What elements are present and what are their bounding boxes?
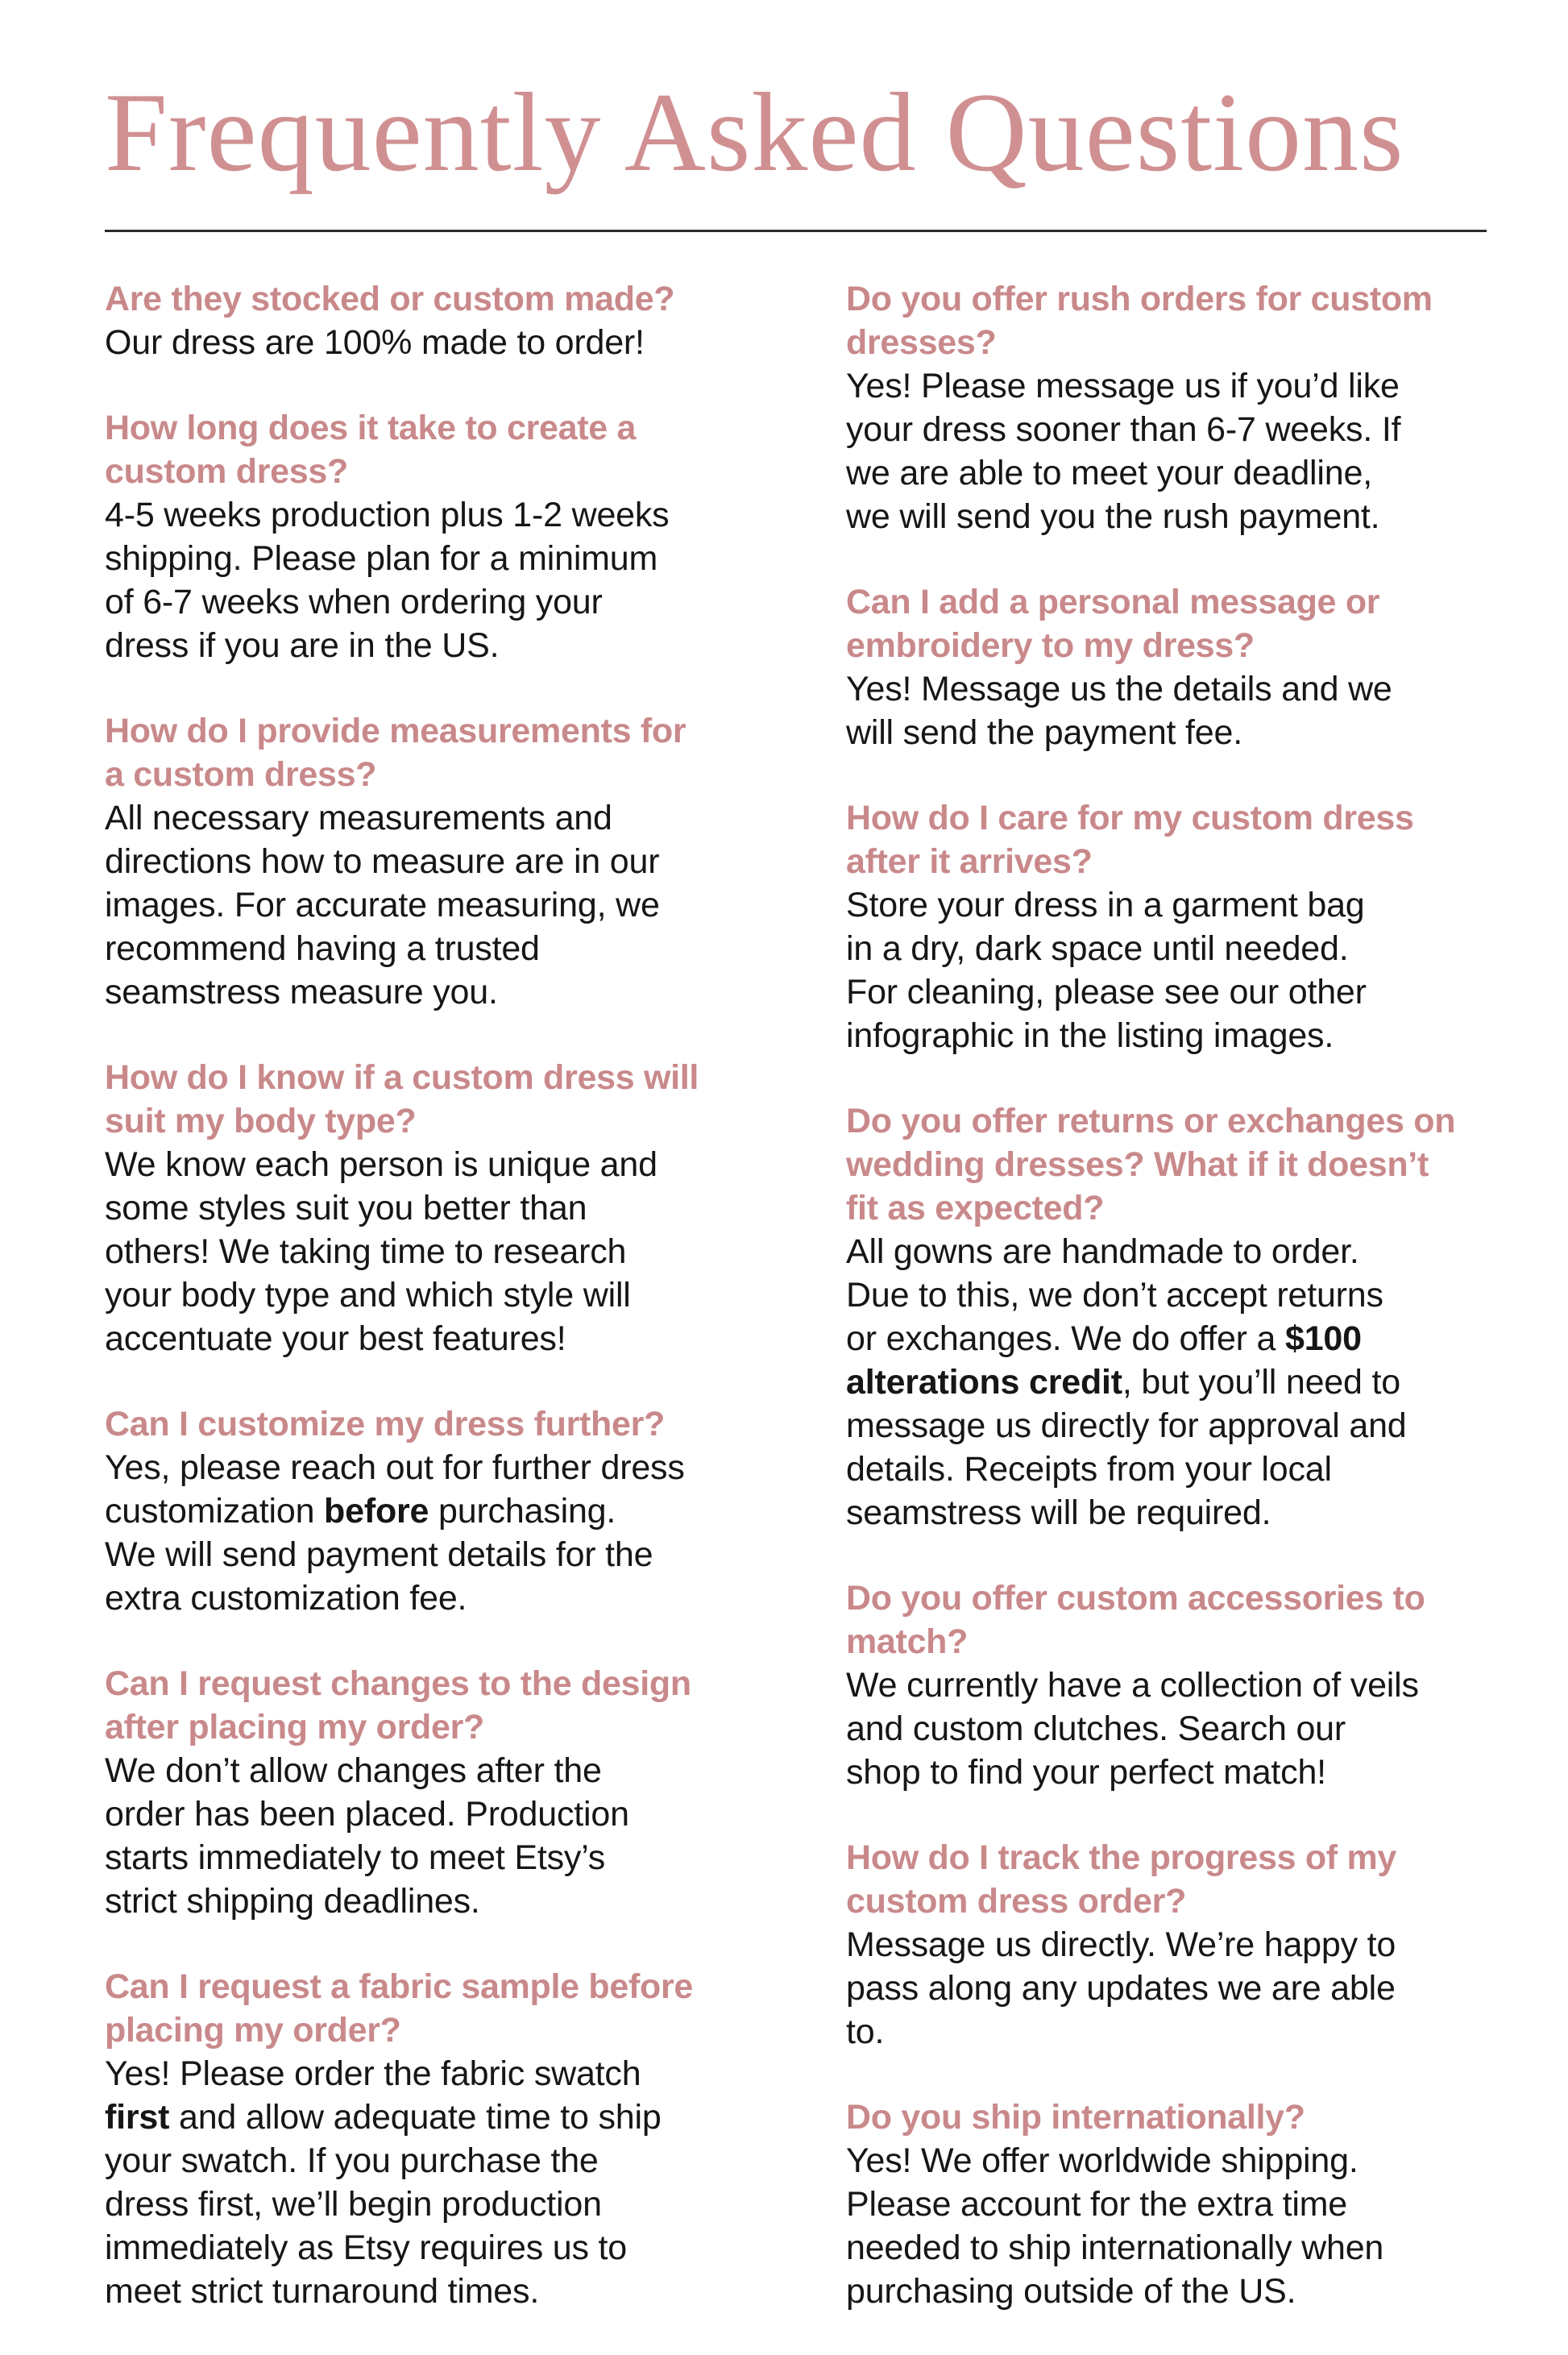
- faq-answer: We don’t allow changes after the order has been placed. Production starts immediately to meet Etsy’s strict shipping deadlines.: [105, 1751, 629, 1921]
- faq-question: Can I add a personal message or embroidery to my dress?: [846, 583, 1380, 665]
- faq-question: How long does it take to create a custom dress?: [105, 409, 637, 491]
- faq-question: Do you offer rush orders for custom dresses?: [846, 280, 1433, 362]
- faq-columns: [105, 277, 1507, 2355]
- faq-item: [846, 796, 1507, 1057]
- faq-question: Can I customize my dress further?: [105, 1405, 666, 1443]
- faq-answer: Store your dress in a garment bag in a dry, dark space until needed. For cleaning, please see our other infographic in the listing images.: [846, 886, 1367, 1055]
- faq-question: Do you offer returns or exchanges on wedding dresses? What if it doesn’t fit as expected?: [846, 1102, 1456, 1227]
- faq-item: [846, 580, 1507, 754]
- faq-answer: 4-5 weeks production plus 1-2 weeks shipping. Please plan for a minimum of 6-7 weeks when ordering your dress if you are in the US.: [105, 496, 670, 665]
- faq-answer: Yes! Message us the details and we will send the payment fee.: [846, 670, 1392, 752]
- faq-answer: Message us directly. We’re happy to pass along any updates we are able to.: [846, 1925, 1396, 2051]
- faq-question: How do I track the progress of my custom dress order?: [846, 1838, 1397, 1921]
- faq-item: [846, 2095, 1507, 2313]
- faq-item: [105, 1056, 798, 1360]
- faq-answer: Yes! We offer worldwide shipping. Please account for the extra time needed to ship internationally when purchasing outside of the US.: [846, 2141, 1384, 2311]
- faq-answer: Yes, please reach out for further dress customization before purchasing. We will send payment details for the extra customization fee.: [105, 1448, 685, 1618]
- faq-item: [105, 406, 798, 667]
- faq-item: [105, 1402, 798, 1620]
- faq-question: How do I know if a custom dress will suit my body type?: [105, 1058, 699, 1140]
- faq-question: Do you ship internationally?: [846, 2098, 1305, 2137]
- faq-question: How do I provide measurements for a custom dress?: [105, 712, 687, 794]
- faq-item: [105, 1662, 798, 1923]
- faq-item: [846, 1836, 1507, 2054]
- faq-answer: All necessary measurements and directions how to measure are in our images. For accurate measuring, we recommend having a trusted seamstress measure you.: [105, 799, 660, 1011]
- faq-question: How do I care for my custom dress after it arrives?: [846, 799, 1414, 881]
- title-divider: [105, 230, 1487, 232]
- faq-question: Are they stocked or custom made?: [105, 280, 675, 318]
- faq-column-right: [846, 277, 1507, 2355]
- faq-item: [846, 277, 1507, 538]
- faq-question: Can I request a fabric sample before placing my order?: [105, 1967, 694, 2050]
- faq-answer: Our dress are 100% made to order!: [105, 323, 645, 362]
- faq-item: [846, 1099, 1507, 1535]
- faq-item: [105, 277, 798, 364]
- faq-answer: Yes! Please order the fabric swatch first and allow adequate time to ship your swatch. If you purchase the dress first, we’ll begin production immediately as Etsy requires us to meet strict turnaround times.: [105, 2054, 662, 2311]
- faq-answer: Yes! Please message us if you’d like your dress sooner than 6-7 weeks. If we are able to meet your deadline, we will send you the rush payment.: [846, 367, 1401, 536]
- faq-item: [105, 709, 798, 1014]
- faq-answer: We know each person is unique and some styles suit you better than others! We taking time to research your body type and which style will accentuate your best features!: [105, 1145, 657, 1358]
- faq-item: [846, 1576, 1507, 1794]
- faq-answer: All gowns are handmade to order. Due to this, we don’t accept returns or exchanges. We do offer a $100 alterations credit, but you’ll need to message us directly for approval and details. Receipts from your local seamstress will be required.: [846, 1232, 1407, 1532]
- page-title: Frequently Asked Questions: [105, 70, 1404, 195]
- faq-question: Do you offer custom accessories to match?: [846, 1579, 1425, 1661]
- faq-column-left: [105, 277, 798, 2355]
- faq-question: Can I request changes to the design after placing my order?: [105, 1664, 691, 1747]
- faq-answer: We currently have a collection of veils and custom clutches. Search our shop to find your perfect match!: [846, 1666, 1419, 1792]
- faq-item: [105, 1965, 798, 2313]
